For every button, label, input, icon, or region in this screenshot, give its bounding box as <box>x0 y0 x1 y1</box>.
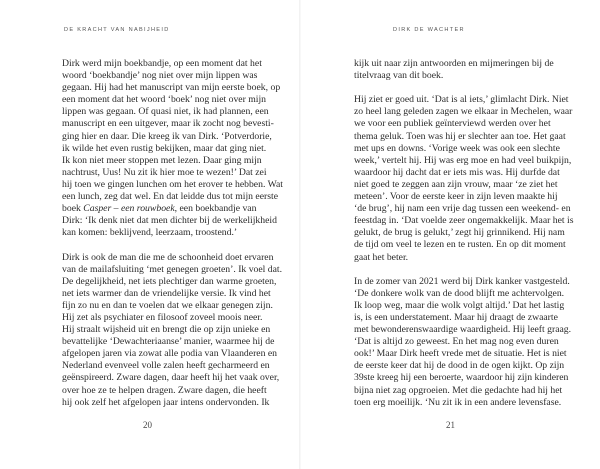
text-line: kijk uit naar zijn antwoorden en mijmeringen bij de <box>354 58 554 69</box>
text-line: gegaan. Hij had het manuscript van mijn eerste boek, op <box>62 82 281 94</box>
text-line: ‘Dat is altijd zo geweest. En het mag nog even duren <box>354 336 559 348</box>
text-line: gaat het beter. <box>354 251 409 263</box>
text-line: de eerste keer dat hij de dood in de ogen kijkt. Op zijn <box>354 360 565 372</box>
text-line: van de mailafsluiting ‘met genegen groeten’. Ik voel dat. <box>62 263 283 275</box>
text-line: ook!’ Maar Dirk heeft vrede met de situatie. Het is niet <box>354 348 567 360</box>
text-line: feestdag in. ‘Dat voelde zeer ongemakkelijk. Maar het is <box>354 215 574 227</box>
text-line: meteen’. Voor de eerste keer in zijn leven maakte hij <box>354 191 558 203</box>
text-line: de tijd om veel te lezen en te rusten. En op dit moment <box>354 239 566 251</box>
text-line: zo heel lang geleden zagen we elkaar in Mechelen, waar <box>354 106 573 118</box>
right-paragraph-3 <box>354 276 586 409</box>
text-line: Hij straalt wijsheid uit en brengt die op zijn unieke en <box>62 324 271 336</box>
left-paragraph-2 <box>62 252 294 409</box>
text-line: bijna niet zag opgroeien. Met die gedachte had hij het <box>354 384 563 396</box>
text-line: hij ook zelf het afgelopen jaar intens ondervonden. Ik <box>62 396 270 408</box>
left-body-text <box>62 58 294 421</box>
text-line: met bewonderenswaardige waardigheid. Hij leeft graag. <box>354 324 572 336</box>
text-line: bevattelijke ‘Dewachteriaanse’ manier, waarmee hij de <box>62 336 275 348</box>
text-line: toen erg moeilijk. ‘Nu zit ik in een andere levensfase. <box>354 396 562 408</box>
right-body-text <box>354 58 586 421</box>
text-line: 39ste kreeg hij een beroerte, waardoor hij zijn kinderen <box>354 372 569 384</box>
page-number-left: 20 <box>143 420 152 430</box>
text-line: manuscript en een uitgever, maar ik zocht nog bevesti- <box>62 118 274 130</box>
text-line: lippen was gegaan. Of quasi niet, ik had plannen, een <box>62 106 269 118</box>
text-line: met ups en downs. ‘Vorige week was ook een slechte <box>354 142 560 154</box>
page-number-right: 21 <box>446 420 455 430</box>
text-line: een moment dat het woord ‘boek’ nog niet over mijn <box>62 94 267 106</box>
text-line: fijn zo nu en dan te voelen dat we elkaar genegen zijn. <box>62 299 273 311</box>
text-line: Nederland evenveel volle zalen heeft gecharmeerd en <box>62 360 270 372</box>
text-line: afgelopen jaren via zowat alle podia van Vlaanderen en <box>62 348 277 360</box>
text-line: week,’ vertelt hij. Hij was erg moe en had veel buikpijn, <box>354 154 572 166</box>
text-line: Dirk is ook de man die me de schoonheid doet ervaren <box>62 251 274 263</box>
text-line: kan komen: beklijvend, leerzaam, troostend.’ <box>62 227 238 239</box>
text-line: ging hier en daar. Die kreeg ik van Dirk. ‘Potverdorie, <box>62 130 272 142</box>
text-line: een lunch, zeg dat wel. En dat leidde dus tot mijn eerste <box>62 191 279 203</box>
right-paragraph-1 <box>354 58 586 82</box>
text-line: Ik kon niet meer stoppen met lezen. Daar ging mijn <box>62 154 262 166</box>
text-line: ‘De donkere wolk van de dood blijft me achtervolgen. <box>354 287 565 299</box>
text-line: is, is een understatement. Maar hij draagt de zwaarte <box>354 311 558 323</box>
text-line: titelvraag van dit boek. <box>354 70 444 82</box>
text-line: thema geluk. Toen was hij er slechter aan toe. Het gaat <box>354 130 566 142</box>
text-line: De degelijkheid, net iets plechtiger dan warme groeten, <box>62 275 277 287</box>
right-paragraph-2 <box>354 94 586 263</box>
text-line: Dirk werd mijn boekbandje, op een moment dat het <box>62 58 262 69</box>
right-page <box>300 0 600 469</box>
text-line: Ik loop weg, maar die wolk volgt altijd.’ Dat het lastig <box>354 299 565 311</box>
text-line: waardoor hij dacht dat er iets mis was. Hij durfde dat <box>354 166 560 178</box>
running-head-left: DE KRACHT VAN NABIJHEID <box>64 27 170 33</box>
text-line: In de zomer van 2021 werd bij Dirk kanker vastgesteld. <box>354 275 570 287</box>
text-line: Hij zet als psychiater en filosoof zoveel moois neer. <box>62 311 263 323</box>
left-paragraph-1 <box>62 58 294 239</box>
text-line: over hoe ze te helpen dragen. Zware dagen, die heeft <box>62 384 267 396</box>
text-line: niet goed te zeggen aan zijn vrouw, maar ‘ze ziet het <box>354 178 558 190</box>
text-line: hij toen we gingen lunchen om het erover te hebben. Wat <box>62 178 283 190</box>
text-line: ik wilde het even rustig bekijken, maar dat ging niet. <box>62 142 267 154</box>
text-line: gelukt, de brug is gelukt,’ zegt hij grinnikend. Hij nam <box>354 227 565 239</box>
text-line: ‘de brug’, hij nam een vrije dag tussen een weekend- en <box>354 203 571 215</box>
text-line: Dirk: ‘Ik denk niet dat men dichter bij de werkelijkheid <box>62 215 277 227</box>
text-line: geënspireerd. Zware dagen, daar heeft hij het vaak over, <box>62 372 280 384</box>
running-head-right: DIRK DE WACHTER <box>393 27 465 33</box>
text-line: nachtrust, Uus! Nu zit ik hier moe te wezen!’ Dat zei <box>62 166 267 178</box>
text-line: woord ‘boekbandje’ nog niet over mijn lippen was <box>62 70 258 82</box>
text-line: Hij ziet er goed uit. ‘Dat is al iets,’ glimlacht Dirk. Niet <box>354 94 569 106</box>
text-line: we voor een publiek geïnterviewd werden over het <box>354 118 551 130</box>
text-line: net iets warmer dan de vriendelijke versie. Ik vind het <box>62 287 271 299</box>
text-line: boek Casper – een rouwboek, een boekbandje van <box>62 203 257 215</box>
